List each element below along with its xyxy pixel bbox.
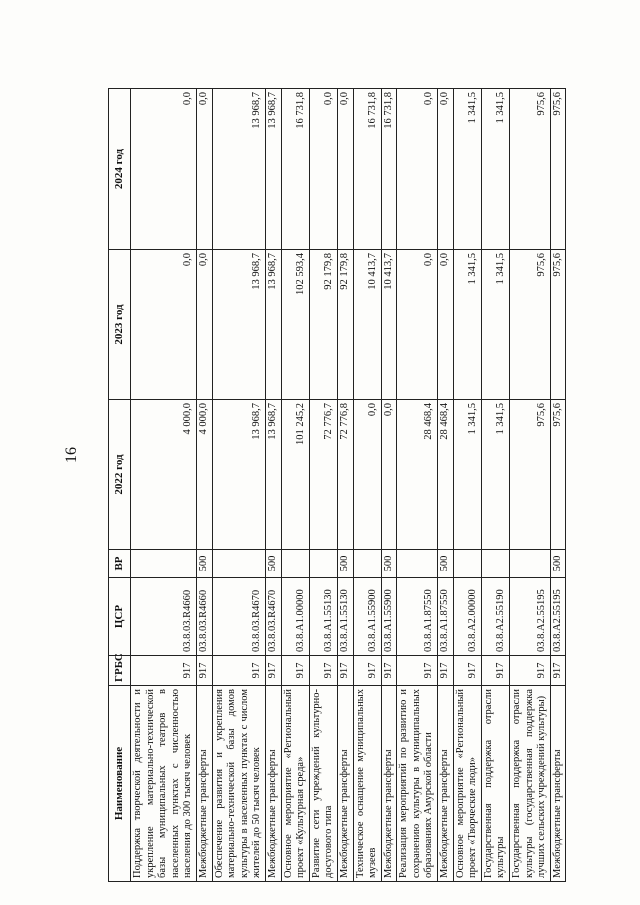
table-row <box>510 89 551 882</box>
row-grbs: 917 <box>281 656 309 686</box>
row-2022: 101 245,2 <box>281 400 309 550</box>
table-row <box>397 89 438 882</box>
row-vr <box>481 550 509 578</box>
row-grbs: 917 <box>265 656 281 686</box>
header-grbs: ГРБС <box>109 656 131 686</box>
row-grbs: 917 <box>353 656 381 686</box>
row-name: Государственная поддержка отрасли культуры (государственная поддержка лучших сельских учреждений культуры) <box>510 686 551 882</box>
row-2024: 1 341,5 <box>481 89 509 250</box>
row-vr: 500 <box>438 550 454 578</box>
row-vr: 500 <box>337 550 353 578</box>
row-2024: 16 731,8 <box>353 89 381 250</box>
row-name: Межбюджетные трансферты <box>381 686 397 882</box>
row-2024: 0,0 <box>438 89 454 250</box>
row-name: Межбюджетные трансферты <box>337 686 353 882</box>
row-csr: 03.8.A1.55130 <box>309 578 337 656</box>
row-2023: 102 593,4 <box>281 250 309 400</box>
budget-table <box>108 88 566 882</box>
row-csr: 03.8.A1.00000 <box>281 578 309 656</box>
row-vr: 500 <box>265 550 281 578</box>
row-2022: 1 341,5 <box>481 400 509 550</box>
row-name: Техническое оснащение муниципальных музеев <box>353 686 381 882</box>
row-csr: 03.8.A1.87550 <box>438 578 454 656</box>
row-grbs: 917 <box>337 656 353 686</box>
row-vr <box>397 550 438 578</box>
row-2023: 1 341,5 <box>481 250 509 400</box>
row-2023: 975,6 <box>510 250 551 400</box>
table-row <box>309 89 337 882</box>
row-2023: 975,6 <box>550 250 566 400</box>
table-row <box>453 89 481 882</box>
row-2022: 13 968,7 <box>212 400 265 550</box>
row-2024: 0,0 <box>309 89 337 250</box>
header-2022: 2022 год <box>109 400 131 550</box>
header-2023: 2023 год <box>109 250 131 400</box>
row-vr: 500 <box>196 550 212 578</box>
row-2023: 0,0 <box>397 250 438 400</box>
table-header-row <box>109 89 131 882</box>
row-2024: 975,6 <box>550 89 566 250</box>
row-name: Обеспечение развития и укрепления материально-технической базы домов культуры в населенных пунктах с числом жителей до 50 тысяч человек <box>212 686 265 882</box>
row-csr: 03.8.A1.55900 <box>381 578 397 656</box>
header-name: Наименование <box>109 686 131 882</box>
row-2022: 28 468,4 <box>397 400 438 550</box>
row-2022: 975,6 <box>510 400 551 550</box>
row-2023: 0,0 <box>196 250 212 400</box>
row-2022: 1 341,5 <box>453 400 481 550</box>
row-grbs: 917 <box>131 656 197 686</box>
table-row <box>550 89 566 882</box>
row-csr: 03.8.A2.55195 <box>510 578 551 656</box>
row-csr: 03.8.03.R4660 <box>131 578 197 656</box>
row-grbs: 917 <box>397 656 438 686</box>
table-row <box>212 89 265 882</box>
header-vr: ВР <box>109 550 131 578</box>
row-csr: 03.8.A1.55900 <box>353 578 381 656</box>
row-grbs: 917 <box>550 656 566 686</box>
row-2024: 0,0 <box>337 89 353 250</box>
row-vr <box>453 550 481 578</box>
header-csr: ЦСР <box>109 578 131 656</box>
row-grbs: 917 <box>510 656 551 686</box>
table-row <box>337 89 353 882</box>
table-row <box>131 89 197 882</box>
row-grbs: 917 <box>481 656 509 686</box>
row-2023: 92 179,8 <box>337 250 353 400</box>
row-2023: 13 968,7 <box>212 250 265 400</box>
row-grbs: 917 <box>453 656 481 686</box>
row-2022: 72 776,7 <box>309 400 337 550</box>
row-vr <box>510 550 551 578</box>
row-2022: 4 000,0 <box>196 400 212 550</box>
page-number: 16 <box>63 447 80 463</box>
row-name: Государственная поддержка отрасли культуры <box>481 686 509 882</box>
row-2024: 975,6 <box>510 89 551 250</box>
table-row <box>381 89 397 882</box>
row-csr: 03.8.A2.00000 <box>453 578 481 656</box>
row-2022: 4 000,0 <box>131 400 197 550</box>
row-csr: 03.8.A1.55130 <box>337 578 353 656</box>
row-name: Межбюджетные трансферты <box>196 686 212 882</box>
row-name: Основное мероприятие «Региональный проект «Творческие люди» <box>453 686 481 882</box>
row-2024: 1 341,5 <box>453 89 481 250</box>
row-2024: 13 968,7 <box>212 89 265 250</box>
budget-table-rotated <box>108 89 563 882</box>
row-csr: 03.8.03.R4660 <box>196 578 212 656</box>
row-2024: 16 731,8 <box>281 89 309 250</box>
row-2022: 0,0 <box>353 400 381 550</box>
row-2023: 13 968,7 <box>265 250 281 400</box>
row-vr: 500 <box>550 550 566 578</box>
row-name: Межбюджетные трансферты <box>265 686 281 882</box>
row-2024: 0,0 <box>397 89 438 250</box>
row-2024: 0,0 <box>131 89 197 250</box>
row-vr <box>309 550 337 578</box>
row-csr: 03.8.A2.55190 <box>481 578 509 656</box>
row-grbs: 917 <box>212 656 265 686</box>
row-name: Развитие сети учреждений культурно-досугового типа <box>309 686 337 882</box>
row-name: Межбюджетные трансферты <box>438 686 454 882</box>
row-2023: 0,0 <box>438 250 454 400</box>
table-row <box>438 89 454 882</box>
row-vr <box>212 550 265 578</box>
row-vr <box>131 550 197 578</box>
row-2022: 0,0 <box>381 400 397 550</box>
row-2023: 1 341,5 <box>453 250 481 400</box>
table-row <box>481 89 509 882</box>
row-grbs: 917 <box>196 656 212 686</box>
row-2023: 0,0 <box>131 250 197 400</box>
row-name: Поддержка творческой деятельности и укрепление материально-технической базы муниципальных театров в населенных пунктах с численностью населения до 300 тысяч человек <box>131 686 197 882</box>
table-row <box>353 89 381 882</box>
row-2023: 10 413,7 <box>353 250 381 400</box>
row-2023: 10 413,7 <box>381 250 397 400</box>
row-grbs: 917 <box>309 656 337 686</box>
row-2024: 16 731,8 <box>381 89 397 250</box>
row-2023: 92 179,8 <box>309 250 337 400</box>
row-vr <box>281 550 309 578</box>
row-vr <box>353 550 381 578</box>
row-csr: 03.8.03.R4670 <box>265 578 281 656</box>
row-2024: 0,0 <box>196 89 212 250</box>
header-2024: 2024 год <box>109 89 131 250</box>
table-row <box>281 89 309 882</box>
row-grbs: 917 <box>438 656 454 686</box>
row-2024: 13 968,7 <box>265 89 281 250</box>
table-row <box>196 89 212 882</box>
row-2022: 72 776,8 <box>337 400 353 550</box>
table-row <box>265 89 281 882</box>
row-name: Межбюджетные трансферты <box>550 686 566 882</box>
row-grbs: 917 <box>381 656 397 686</box>
row-csr: 03.8.03.R4670 <box>212 578 265 656</box>
row-csr: 03.8.A1.87550 <box>397 578 438 656</box>
row-csr: 03.8.A2.55195 <box>550 578 566 656</box>
row-2022: 13 968,7 <box>265 400 281 550</box>
row-name: Реализация мероприятий по развитию и сохранению культуры в муниципальных образованиях Амурской области <box>397 686 438 882</box>
row-vr: 500 <box>381 550 397 578</box>
row-2022: 28 468,4 <box>438 400 454 550</box>
row-2022: 975,6 <box>550 400 566 550</box>
row-name: Основное мероприятие «Региональный проект «Культурная среда» <box>281 686 309 882</box>
